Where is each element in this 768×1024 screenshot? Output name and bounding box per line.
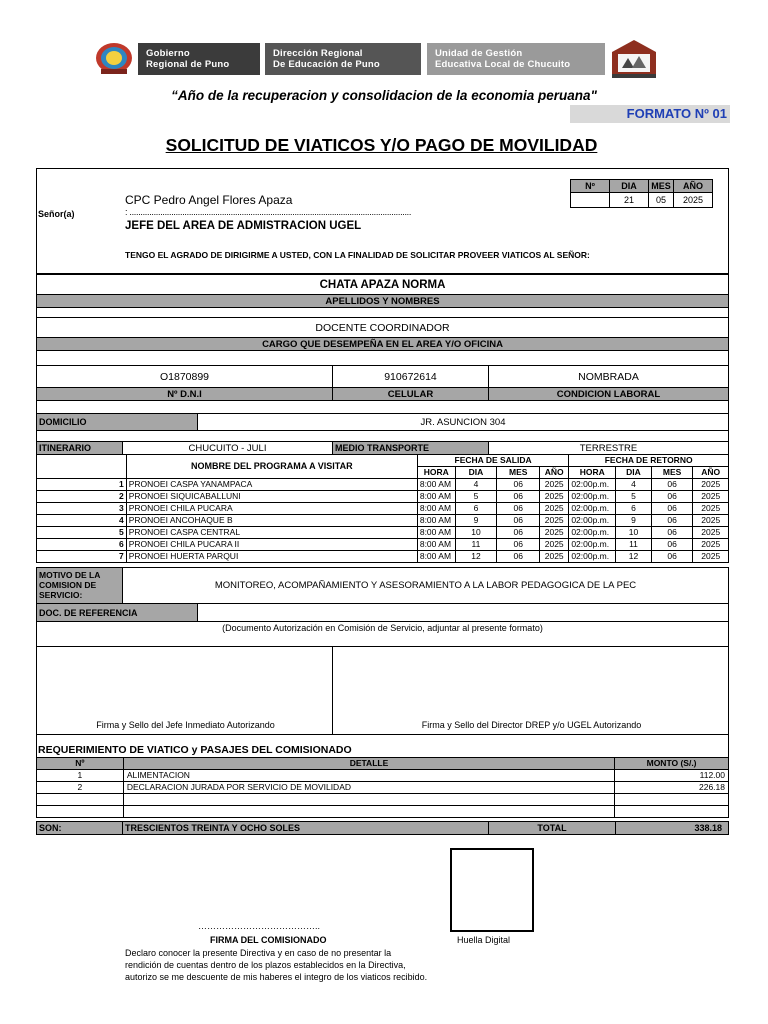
visit-cell-m2: 06 [651, 539, 693, 551]
visit-cell-a2: 2025 [693, 551, 729, 563]
visit-cell-program: PRONOEI ANCOHAQUE B [126, 515, 417, 527]
sub-header-dia: DIA [455, 467, 497, 479]
comisionado-signature-label: FIRMA DEL COMISIONADO [210, 935, 327, 945]
visit-cell-h1: 8:00 AM [417, 527, 455, 539]
visit-cell-h1: 8:00 AM [417, 539, 455, 551]
visit-row [37, 491, 729, 503]
visit-cell-m2: 06 [651, 503, 693, 515]
visit-cell-h2: 02:00p.m. [569, 503, 616, 515]
requirement-cell-detalle: ALIMENTACION [123, 770, 614, 782]
visit-cell-a1: 2025 [540, 503, 569, 515]
fingerprint-label: Huella Digital [457, 935, 511, 945]
motivo-label: MOTIVO DE LA COMISION DE SERVICIO: [36, 567, 123, 604]
referencia-label: DOC. DE REFERENCIA [36, 603, 198, 622]
transport-label: MEDIO TRANSPORTE [332, 441, 489, 455]
requirements-title: REQUERIMIENTO DE VIATICO y PASAJES DEL COMISIONADO [38, 744, 352, 756]
visit-cell-a1: 2025 [540, 539, 569, 551]
visit-cell-n: 7 [37, 551, 127, 563]
celular-label: CELULAR [332, 387, 489, 401]
visit-cell-h2: 02:00p.m. [569, 515, 616, 527]
visit-cell-d1: 5 [455, 491, 497, 503]
person-condicion: NOMBRADA [488, 365, 729, 388]
date-anio-header: AÑO [674, 180, 713, 193]
declaration-line: Declaro conocer la presente Directiva y en caso de no presentar la [125, 948, 392, 958]
salida-header: FECHA DE SALIDA [417, 455, 568, 467]
visit-cell-program: PRONOEI CHILA PUCARA [126, 503, 417, 515]
visit-cell-m2: 06 [651, 491, 693, 503]
visit-cell-a1: 2025 [540, 527, 569, 539]
visit-row [37, 503, 729, 515]
req-monto-header: MONTO (S/.) [615, 758, 729, 770]
retorno-header: FECHA DE RETORNO [569, 455, 729, 467]
visit-cell-m2: 06 [651, 551, 693, 563]
requirement-cell-detalle: DECLARACION JURADA POR SERVICIO DE MOVILIDAD [123, 782, 614, 794]
gobierno-regional-logo [95, 41, 133, 75]
sub-header-hora: HORA [569, 467, 616, 479]
date-dia-value: 21 [610, 193, 649, 208]
requirement-cell-n [37, 806, 124, 818]
date-anio-value: 2025 [674, 193, 713, 208]
date-no-value [571, 193, 610, 208]
request-text: TENGO EL AGRADO DE DIRIGIRME A USTED, CON LA FINALIDAD DE SOLICITAR PROVEER VIATICOS AL SEÑOR: [125, 250, 590, 260]
visit-cell-d2: 9 [616, 515, 651, 527]
sub-header-mes: MES [497, 467, 540, 479]
visit-row [37, 515, 729, 527]
visit-cell-a2: 2025 [693, 479, 729, 491]
visit-cell-h2: 02:00p.m. [569, 551, 616, 563]
person-celular: 910672614 [332, 365, 489, 388]
visit-cell-d1: 4 [455, 479, 497, 491]
visit-cell-m2: 06 [651, 479, 693, 491]
date-dia-header: DIA [610, 180, 649, 193]
spacer-row [36, 350, 729, 366]
org3-line2: Educativa Local de Chucuito [435, 59, 571, 70]
visit-cell-m1: 06 [497, 551, 540, 563]
visit-cell-m2: 06 [651, 515, 693, 527]
visit-cell-d1: 9 [455, 515, 497, 527]
visit-cell-m2: 06 [651, 527, 693, 539]
motto: “Año de la recuperacion y consolidacion de la economia peruana" [171, 88, 597, 103]
fingerprint-box [450, 848, 534, 932]
org1-line2: Regional de Puno [146, 59, 230, 70]
visit-cell-a2: 2025 [693, 503, 729, 515]
visit-cell-a2: 2025 [693, 539, 729, 551]
date-mes-value: 05 [649, 193, 674, 208]
total-value: 338.18 [615, 821, 729, 835]
signature-box-jefe [36, 646, 333, 735]
declaration-line: rendición de cuentas dentro de los plazos establecidos en la Directiva, [125, 960, 406, 970]
visit-row [37, 527, 729, 539]
requirement-row [37, 770, 729, 782]
visit-cell-a1: 2025 [540, 515, 569, 527]
visit-cell-program: PRONOEI CHILA PUCARA II [126, 539, 417, 551]
org2-line1: Dirección Regional [273, 48, 363, 59]
requirement-cell-monto: 112.00 [615, 770, 729, 782]
itinerario-value: CHUCUITO - JULI [122, 441, 333, 455]
visit-cell-a2: 2025 [693, 491, 729, 503]
addressee-position: JEFE DEL AREA DE ADMISTRACION UGEL [125, 220, 362, 232]
requirement-cell-detalle [123, 794, 614, 806]
requirements-table [36, 757, 729, 818]
visit-cell-program: PRONOEI CASPA CENTRAL [126, 527, 417, 539]
visit-cell-n: 2 [37, 491, 127, 503]
visit-row [37, 539, 729, 551]
person-full-name: CHATA APAZA NORMA [36, 274, 729, 295]
visit-cell-n: 3 [37, 503, 127, 515]
senor-label: Señor(a) [38, 209, 75, 219]
visit-cell-h2: 02:00p.m. [569, 491, 616, 503]
visit-cell-program: PRONOEI CASPA YANAMPACA [126, 479, 417, 491]
visit-cell-m1: 06 [497, 527, 540, 539]
visit-cell-d2: 10 [616, 527, 651, 539]
total-label: TOTAL [488, 821, 616, 835]
visit-cell-m1: 06 [497, 539, 540, 551]
visits-table [36, 454, 729, 563]
requirement-row [37, 806, 729, 818]
visit-cell-m1: 06 [497, 503, 540, 515]
visit-cell-a1: 2025 [540, 479, 569, 491]
visit-cell-n: 1 [37, 479, 127, 491]
requirement-cell-monto [615, 794, 729, 806]
sub-header-hora: HORA [417, 467, 455, 479]
itinerario-label: ITINERARIO [36, 441, 123, 455]
person-name-label: APELLIDOS Y NOMBRES [36, 294, 729, 308]
visit-cell-h1: 8:00 AM [417, 503, 455, 515]
motivo-text: MONITOREO, ACOMPAÑAMIENTO Y ASESORAMIENTO A LA LABOR PEDAGOGICA DE LA PEC [122, 567, 729, 604]
sub-header-dia: DIA [616, 467, 651, 479]
sub-header-anio: AÑO [540, 467, 569, 479]
son-label: SON: [36, 821, 123, 835]
visit-cell-program: PRONOEI HUERTA PARQUI [126, 551, 417, 563]
requirement-cell-detalle [123, 806, 614, 818]
visit-cell-n: 5 [37, 527, 127, 539]
signature-box-director [332, 646, 729, 735]
org-direccion-regional [265, 43, 421, 75]
person-cargo-label: CARGO QUE DESEMPEÑA EN EL AREA Y/O OFICINA [36, 337, 729, 351]
req-no-header: Nº [37, 758, 124, 770]
visit-cell-d1: 6 [455, 503, 497, 515]
org3-line1: Unidad de Gestión [435, 48, 523, 59]
visit-cell-m1: 06 [497, 491, 540, 503]
org-ugel-chucuito [427, 43, 605, 75]
org-gobierno-regional [138, 43, 260, 75]
spacer-row [36, 400, 729, 414]
visit-cell-h1: 8:00 AM [417, 491, 455, 503]
visit-cell-a2: 2025 [693, 527, 729, 539]
dni-label: Nº D.N.I [36, 387, 333, 401]
person-cargo: DOCENTE COORDINADOR [36, 317, 729, 338]
date-no-header: Nº [571, 180, 610, 193]
signature-dots: ………………………………….. [198, 921, 321, 931]
domicilio-value: JR. ASUNCION 304 [197, 413, 729, 431]
req-detalle-header: DETALLE [123, 758, 614, 770]
visit-cell-m1: 06 [497, 515, 540, 527]
visit-cell-m1: 06 [497, 479, 540, 491]
visit-cell-h2: 02:00p.m. [569, 539, 616, 551]
date-mes-header: MES [649, 180, 674, 193]
declaration-text [125, 947, 427, 983]
visit-cell-d2: 6 [616, 503, 651, 515]
sub-header-mes: MES [651, 467, 693, 479]
visit-cell-d1: 11 [455, 539, 497, 551]
visit-cell-a1: 2025 [540, 551, 569, 563]
visit-row [37, 551, 729, 563]
visit-cell-n: 4 [37, 515, 127, 527]
signature-director-label: Firma y Sello del Director DREP y/o UGEL Autorizando [421, 720, 642, 730]
visit-row [37, 479, 729, 491]
visits-blank-cell [37, 455, 127, 479]
date-box [570, 179, 713, 208]
visit-cell-a1: 2025 [540, 491, 569, 503]
requirement-row [37, 782, 729, 794]
condicion-label: CONDICION LABORAL [488, 387, 729, 401]
domicilio-label: DOMICILIO [36, 413, 198, 431]
visit-cell-d2: 4 [616, 479, 651, 491]
program-header: NOMBRE DEL PROGRAMA A VISITAR [126, 455, 417, 479]
visit-cell-h1: 8:00 AM [417, 551, 455, 563]
requirement-cell-n [37, 794, 124, 806]
referencia-value [197, 603, 729, 622]
signature-jefe-label: Firma y Sello del Jefe Inmediato Autorizando [96, 720, 275, 730]
addressee-dotted-line: : ................................................................................................................................ [125, 207, 412, 217]
format-label: FORMATO Nº 01 [570, 105, 730, 123]
visit-cell-n: 6 [37, 539, 127, 551]
requirement-cell-monto [615, 806, 729, 818]
requirement-cell-n: 1 [37, 770, 124, 782]
visit-cell-h2: 02:00p.m. [569, 479, 616, 491]
person-dni: O1870899 [36, 365, 333, 388]
visit-cell-d2: 12 [616, 551, 651, 563]
visit-cell-h2: 02:00p.m. [569, 527, 616, 539]
visit-cell-d2: 5 [616, 491, 651, 503]
visit-cell-h1: 8:00 AM [417, 479, 455, 491]
visit-cell-a2: 2025 [693, 515, 729, 527]
visit-cell-program: PRONOEI SIQUICABALLUNI [126, 491, 417, 503]
org2-line2: De Educación de Puno [273, 59, 380, 70]
ugel-chucuito-logo [608, 38, 660, 80]
addressee-name: CPC Pedro Angel Flores Apaza [125, 193, 293, 207]
declaration-line: autorizo se me descuente de mis haberes el integro de los viaticos recibido. [125, 972, 428, 982]
org1-line1: Gobierno [146, 48, 190, 59]
visit-cell-d2: 11 [616, 539, 651, 551]
son-text: TRESCIENTOS TREINTA Y OCHO SOLES [122, 821, 489, 835]
requirement-cell-n: 2 [37, 782, 124, 794]
sub-header-anio: AÑO [693, 467, 729, 479]
visit-cell-d1: 10 [455, 527, 497, 539]
transport-value: TERRESTRE [488, 441, 729, 455]
visit-cell-d1: 12 [455, 551, 497, 563]
visit-cell-h1: 8:00 AM [417, 515, 455, 527]
referencia-note: (Documento Autorización en Comisión de Servicio, adjuntar al presente formato) [36, 621, 729, 647]
requirement-cell-monto: 226.18 [615, 782, 729, 794]
requirement-row [37, 794, 729, 806]
document-title: SOLICITUD DE VIATICOS Y/O PAGO DE MOVILIDAD [165, 135, 598, 155]
